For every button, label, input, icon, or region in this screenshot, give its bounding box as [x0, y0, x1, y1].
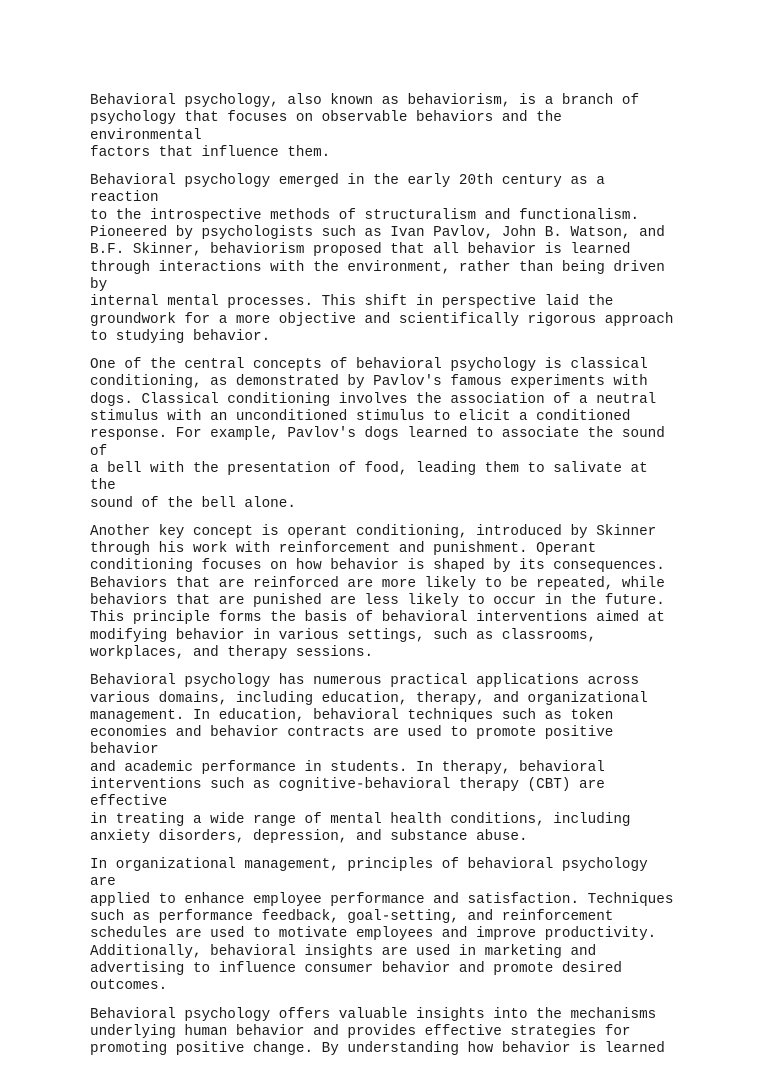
- paragraph-history: Behavioral psychology emerged in the early 20th century as a reaction to the introspective methods of structuralism and functionalism. Pioneered by psychologists such as Ivan Pavlov, John B. Watson, and B.F. Skinner, behaviorism proposed that all behavior is learned through interactions with the environment, rather than being driven by internal mental processes. This shift in perspective laid the groundwork for a more objective and scientifically rigorous approach to studying behavior.: [90, 173, 674, 345]
- paragraph-applications: Behavioral psychology has numerous practical applications across various domains, including education, therapy, and organizational management. In education, behavioral techniques such as token economies and behavior contracts are used to promote positive behavior and academic performance in students. In therapy, behavioral interventions such as cognitive-behavioral therapy (CBT) are effective in treating a wide range of mental health conditions, including anxiety disorders, depression, and substance abuse.: [90, 673, 648, 845]
- paragraph-operant-conditioning: Another key concept is operant conditioning, introduced by Skinner through his work with reinforcement and punishment. Operant conditioning focuses on how behavior is shaped by its consequences. Behaviors that are reinforced are more likely to be repeated, while behaviors that are punished are less likely to occur in the future. This principle forms the basis of behavioral interventions aimed at modifying behavior in various settings, such as classrooms, workplaces, and therapy sessions.: [90, 523, 665, 661]
- document-body: [90, 93, 680, 1069]
- paragraph-conclusion: Behavioral psychology offers valuable insights into the mechanisms underlying human behavior and provides effective strategies for promoting positive change. By understanding how behavior is learned: [90, 1006, 665, 1058]
- paragraph-organizational: In organizational management, principles of behavioral psychology are applied to enhance employee performance and satisfaction. Techniques such as performance feedback, goal-setting, and reinforcement schedules are used to motivate employees and improve productivity. Additionally, behavioral insights are used in marketing and advertising to influence consumer behavior and promote desired outcomes.: [90, 857, 674, 995]
- paragraph-intro: Behavioral psychology, also known as behaviorism, is a branch of psychology that focuses on observable behaviors and the environmental factors that influence them.: [90, 93, 640, 161]
- paragraph-classical-conditioning: One of the central concepts of behavioral psychology is classical conditioning, as demonstrated by Pavlov's famous experiments with dogs. Classical conditioning involves the association of a neutral stimulus with an unconditioned stimulus to elicit a conditioned response. For example, Pavlov's dogs learned to associate the sound of a bell with the presentation of food, leading them to salivate at the sound of the bell alone.: [90, 357, 665, 512]
